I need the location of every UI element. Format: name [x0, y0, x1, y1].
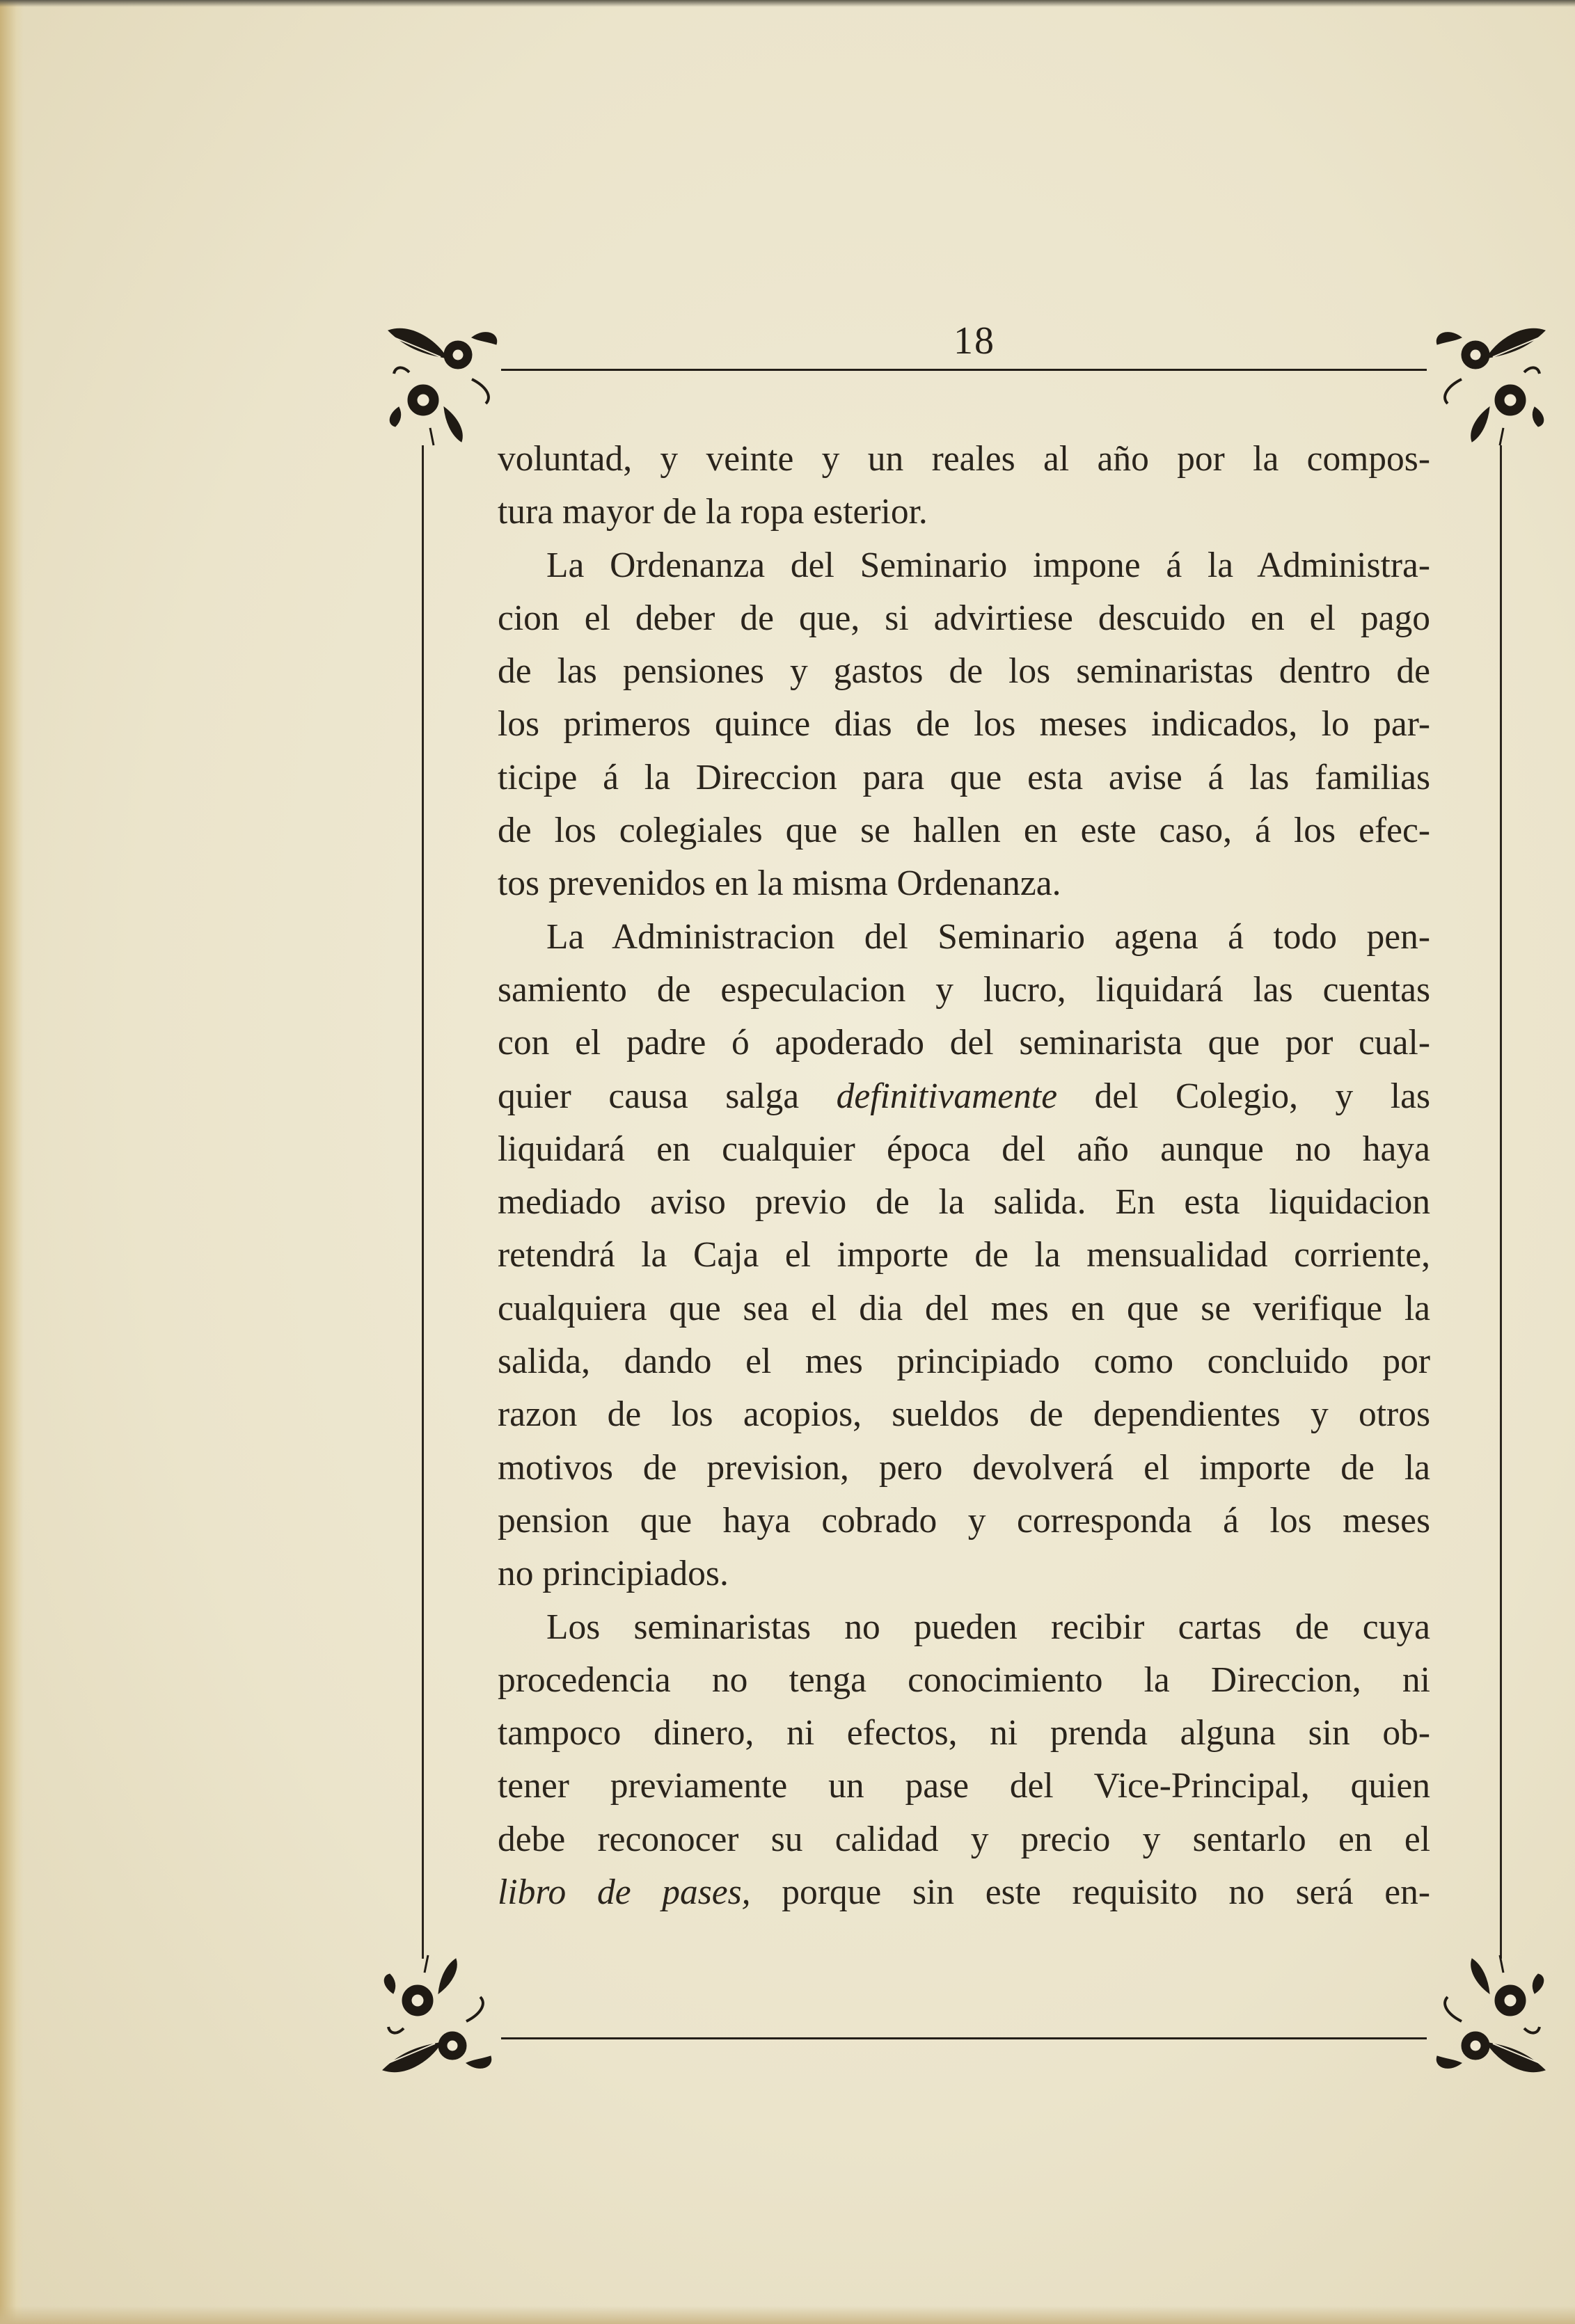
- floral-corner-ornament-icon: [1420, 317, 1552, 449]
- text-line: [498, 1866, 1430, 1919]
- text-line: no principiados.: [498, 1554, 729, 1594]
- page-bottom-edge: [0, 2306, 1575, 2324]
- text-segment: quier causa salga: [498, 1076, 837, 1116]
- text-line: pension que haya cobrado y corresponda á los meses: [498, 1500, 1430, 1541]
- text-line: motivos de prevision, pero devolverá el importe de la: [498, 1447, 1430, 1488]
- italic-text-segment: libro de pases,: [498, 1872, 751, 1913]
- page-left-edge: [0, 0, 24, 2324]
- header-rule: [501, 369, 1427, 371]
- text-line: tos prevenidos en la misma Ordenanza.: [498, 863, 1061, 904]
- floral-corner-ornament-icon: [381, 317, 514, 449]
- text-line: ticipe á la Direccion para que esta avise á las familias: [498, 757, 1430, 797]
- text-line: tura mayor de la ropa esterior.: [498, 492, 928, 532]
- text-line: liquidará en cualquier época del año aunque no haya: [498, 1129, 1430, 1169]
- text-line: retendrá la Caja el importe de la mensualidad corriente,: [498, 1235, 1430, 1275]
- page-number: 18: [953, 319, 995, 363]
- text-line: [498, 1070, 1430, 1123]
- text-line: cualquiera que sea el dia del mes en que se verifique la: [498, 1288, 1430, 1328]
- text-line: mediado aviso previo de la salida. En esta liquidacion: [498, 1182, 1430, 1223]
- text-line: procedencia no tenga conocimiento la Direccion, ni: [498, 1660, 1430, 1700]
- text-line: de los colegiales que se hallen en este caso, á los efec-: [498, 811, 1430, 851]
- text-line: debe reconocer su calidad y precio y sentarlo en el: [498, 1819, 1430, 1859]
- text-line: tener previamente un pase del Vice-Principal, quien: [498, 1766, 1430, 1806]
- text-line: tampoco dinero, ni efectos, ni prenda alguna sin ob-: [498, 1713, 1430, 1753]
- text-line: cion el deber de que, si advirtiese descuido en el pago: [498, 598, 1430, 638]
- text-line: voluntad, y veinte y un reales al año por la compos-: [498, 439, 1430, 479]
- text-line: razon de los acopios, sueldos de dependientes y otros: [498, 1394, 1430, 1435]
- page-top-edge: [0, 0, 1575, 7]
- text-line: Los seminaristas no pueden recibir cartas de cuya: [546, 1607, 1430, 1647]
- text-line: con el padre ó apoderado del seminarista que por cual-: [498, 1023, 1430, 1063]
- footer-rule: [501, 2037, 1427, 2039]
- right-border-line: [1500, 445, 1502, 1959]
- text-segment: del Colegio, y las: [1057, 1076, 1431, 1116]
- body-text: [498, 433, 1430, 1919]
- text-segment: porque sin este requisito no será en-: [750, 1872, 1430, 1913]
- text-line: salida, dando el mes principiado como concluido por: [498, 1342, 1430, 1382]
- text-line: de las pensiones y gastos de los seminaristas dentro de: [498, 651, 1430, 692]
- text-line: los primeros quince dias de los meses indicados, lo par-: [498, 704, 1430, 745]
- text-line: La Ordenanza del Seminario impone á la Administra-: [546, 545, 1430, 585]
- floral-corner-ornament-icon: [1420, 1952, 1552, 2084]
- italic-text-segment: definitivamente: [836, 1076, 1058, 1116]
- text-line: La Administracion del Seminario agena á todo pen-: [546, 916, 1430, 957]
- text-line: samiento de especulacion y lucro, liquidará las cuentas: [498, 969, 1430, 1010]
- left-border-line: [422, 445, 424, 1959]
- floral-corner-ornament-icon: [376, 1952, 508, 2084]
